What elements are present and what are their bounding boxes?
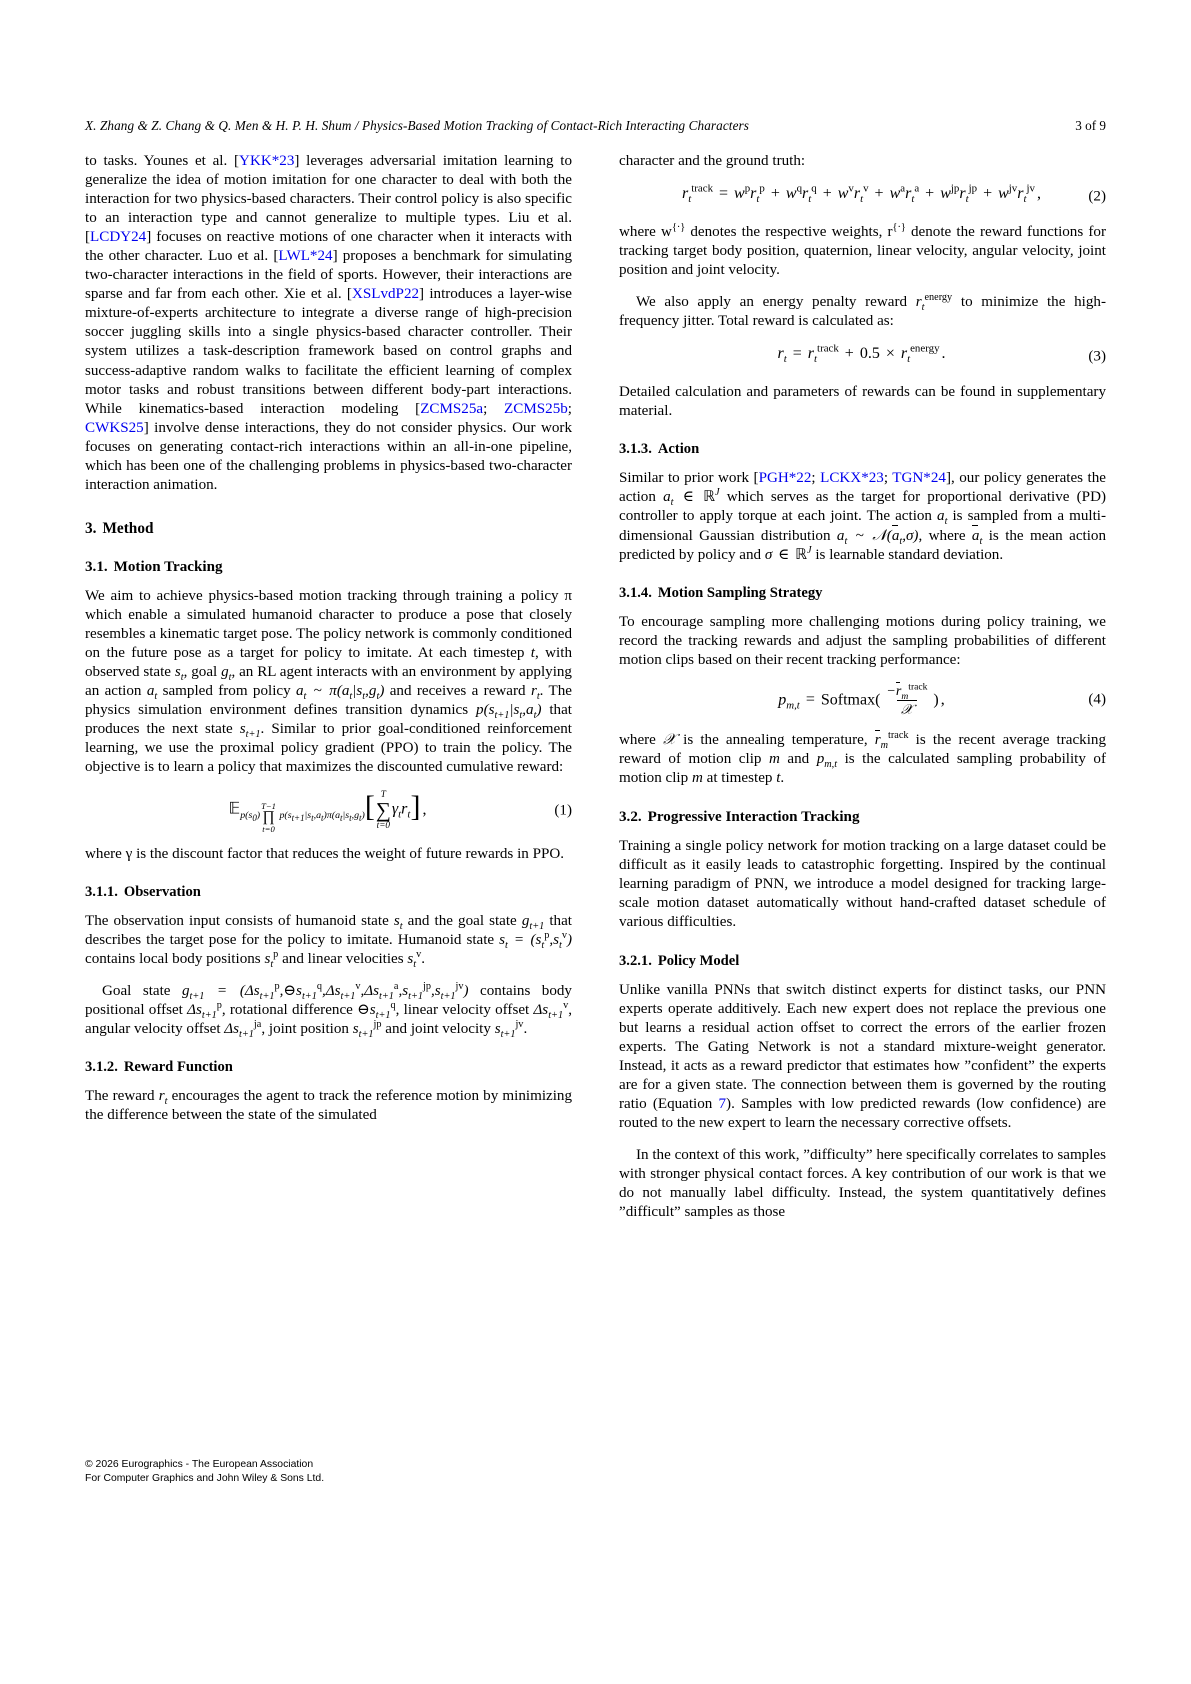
left-column — [85, 152, 572, 1414]
paragraph-observation — [85, 912, 572, 969]
subsection-heading-progressive-tracking — [619, 808, 1106, 827]
text-run: encourages the agent to track the reference motion by minimizing the difference between the state of the simulated — [85, 1088, 573, 1124]
copyright-line-2: For Computer Graphics and John Wiley & Sons Ltd. — [85, 1472, 325, 1484]
math-inline-mean-action: $a_t$ — [971, 527, 983, 547]
text-run: ] leverages adversarial imitation learning to generalize the idea of motion imitation for one character to deal with both the interaction for two physics-based characters. Their control policy is also specific to an interaction type and cannot generalize to multiple types. Liu et al. [ — [85, 153, 573, 246]
paragraph-difficulty: In the context of this work, ”difficulty” here specifically correlates to samples with stronger physical contact forces. A key contribution of our work is that we do not manually label difficulty. Instead, the system quantitatively defines ”difficult” samples as those — [619, 1146, 1106, 1221]
math-inline-st: $s_t$ — [174, 664, 184, 684]
text-run: . — [780, 770, 785, 787]
equation-reference-link[interactable]: 7 — [718, 1095, 727, 1112]
text-run: ; — [483, 400, 505, 417]
text-run: , with observed state — [85, 644, 572, 681]
math-inline-goal-def: $g_{t+1}$ = $(\Delta s_{t+1}^p,⊖s_{t+1}^q,\Delta s_{t+1}^v,\Delta s_{t+1}^a,s_{t+1}^{jp},s_{t+1}^{jv})$ — [181, 980, 469, 1002]
text-run: sampled from policy — [157, 683, 296, 700]
text-run: ], our policy generates the action — [619, 470, 1106, 506]
text-run: where w — [619, 224, 672, 241]
text-run: , rotational difference — [221, 1001, 358, 1018]
math-inline-state-def: $s_t = (s_t^p,s_t^v)$ — [499, 929, 572, 951]
math-inline-pmt: $p_{m,t}$ — [816, 751, 838, 771]
section-heading-method — [85, 519, 572, 538]
text-run: is the annealing temperature, — [676, 732, 875, 749]
subsubsection-heading-action — [619, 440, 1106, 459]
text-run: ; — [811, 470, 821, 487]
text-run: , angular velocity offset — [85, 1001, 572, 1037]
equation-1-number: (1) — [554, 802, 572, 819]
text-run: and linear velocities — [278, 950, 408, 967]
right-column — [619, 152, 1106, 1414]
math-inline-at: $a_t$ — [146, 683, 158, 703]
math-inline-at: $a_t$ — [937, 508, 948, 528]
math-inline-gaussian: $a_t$ ~ $𝒩(a_t,\sigma)$ — [836, 527, 919, 547]
page-number: 3 of 9 — [1075, 118, 1106, 133]
math-inline-m: m — [691, 770, 703, 787]
paragraph-action — [619, 469, 1106, 564]
text-run: We also apply an energy penalty reward — [636, 294, 916, 311]
text-run: ] involve dense interactions, they do not consider physics. Our work focuses on generating contact-rich interactions within an all-in-one pipeline, which has been one of the challenging problems in physics-based two-character interaction animation. — [85, 419, 572, 493]
text-run: and receives a reward — [384, 683, 531, 700]
text-run: is the recent average tracking reward of motion clip — [619, 732, 1106, 768]
citation-link[interactable]: YKK*23 — [239, 153, 295, 169]
math-inline-sjv: $s_{t+1}^{jv}$ — [494, 1018, 524, 1040]
text-run: ] introduces a layer-wise mixture-of-experts architecture to integrate a diverse range of high-precision soccer juggling skills into a single physics-based character controller. Their system utilizes a task-description framework based on control graphs and success-adaptive random walks to facilitate the efficient learning of complex motor tasks and robust transitions between different body-part interactions. While kinematics-based interaction modeling [ — [85, 286, 572, 417]
text-run: We aim to achieve physics-based motion tracking through training a policy π which enable a simulated humanoid character to produce a pose that closely resembles a kinematic target pose. The policy network is commonly conditioned on the future pose as a target for policy to imitate. At each timestep — [85, 587, 572, 661]
section-title: Method — [102, 519, 154, 537]
math-inline-temperature: 𝒳 — [663, 732, 676, 749]
paragraph-reward — [85, 1087, 572, 1125]
math-inline-action-space: $a_t$ ∈ ℝ$^J$ — [663, 487, 720, 509]
text-run: The observation input consists of humanoid state — [85, 912, 394, 929]
paragraph-motion-sampling: To encourage sampling more challenging motions during policy training, we record the tracking rewards and adjust the sampling probabilities of different motion clips based on their recent tracking performance: — [619, 613, 1106, 668]
text-run: contains local body positions — [85, 950, 265, 967]
text-run: is learnable standard deviation. — [811, 546, 1004, 563]
subsubsection-heading-reward-function — [85, 1058, 572, 1077]
text-run: contains body positional offset — [85, 982, 572, 1018]
text-run: Unlike vanilla PNNs that switch distinct experts for distinct tasks, our PNN experts operate additively. Each new expert does not replace the previous one but learns a residual action offset to correct the errors of the earlier frozen experts. The Gating Network is not a standard mixture-weight generator. Instead, it acts as a reward predictor that estimates how ”confident” the experts are for a given state. The connection between them is governed by the routing ratio (Equation — [619, 981, 1106, 1112]
text-run: is the calculated sampling probability of motion clip — [619, 751, 1107, 787]
citation-link[interactable]: XSLvdP22 — [351, 286, 420, 303]
text-run: ] proposes a benchmark for simulating two-character interactions in the field of sports. However, their interactions are sparse and far from each other. Xie et al. [ — [85, 248, 572, 303]
math-inline-sv: $s_t^v$ — [407, 948, 422, 970]
math-inline-gt1: $g_{t+1}$ — [521, 912, 545, 932]
text-run: ; — [883, 470, 893, 487]
text-run: , linear velocity offset — [395, 1001, 534, 1018]
running-head-title: X. Zhang & Z. Chang & Q. Men & H. P. H. Shum / Physics-Based Motion Tracking of Contact-Rich Interacting Characters — [85, 118, 749, 133]
text-run: denote the reward functions for tracking target body position, quaternion, linear velocity, angular velocity, joint position and joint velocity. — [619, 224, 1106, 279]
text-run: ] focuses on reactive motions of one character when it interacts with the other character. Luo et al. [ — [85, 229, 572, 265]
citation-link[interactable]: LCKX*23 — [820, 470, 884, 487]
math-inline-avg-reward: $r_m^{track}$ — [874, 730, 909, 752]
paragraph-policy-model — [619, 981, 1106, 1133]
math-inline-energy: $r_t^{energy}$ — [915, 292, 953, 314]
copyright-footer — [85, 1458, 324, 1485]
equation-4 — [619, 683, 1106, 718]
text-run: and joint velocity — [381, 1020, 495, 1037]
citation-link[interactable]: CWKS25 — [85, 419, 144, 436]
text-run: and the goal state — [402, 912, 522, 929]
text-run: , where — [918, 527, 972, 544]
math-inline-t: t — [776, 770, 781, 787]
paragraph-goal-state — [85, 982, 572, 1039]
math-inline-sjp: $s_{t+1}^{jp}$ — [352, 1018, 382, 1040]
subsubsection-number: 3.1.4. — [619, 584, 652, 601]
citation-link[interactable]: ZCMS25b — [504, 400, 568, 417]
math-inline-policy: $a_t$ ~ $\pi(a_t|s_t,g_t)$ — [295, 683, 385, 703]
superscript-dot: {·} — [892, 222, 906, 234]
text-run: is the mean action predicted by policy and — [619, 527, 1106, 563]
subsubsection-heading-policy-model — [619, 952, 1106, 971]
paragraph-progressive: Training a single policy network for motion tracking on a large dataset could be difficult as it easily leads to catastrophic forgetting. Inspired by the continual learning paradigm of PNN, we introduce a model designed for tracking large-scale motion dataset automatically without hand-crafted dataset schedule of various difficulties. — [619, 838, 1106, 931]
text-run: , goal — [183, 664, 222, 681]
text-run: that produces the next state — [85, 702, 572, 738]
paragraph-discount-factor: where γ is the discount factor that reduces the weight of future rewards in PPO. — [85, 845, 565, 862]
running-head — [85, 118, 1106, 134]
equation-3-body: $r_t = r_t^{track} + 0.5 \times r_t^{energy}$ . — [777, 342, 946, 366]
subsection-heading-motion-tracking — [85, 558, 572, 577]
subsubsection-title: Observation — [123, 883, 201, 900]
text-run: The reward — [85, 1088, 159, 1105]
math-inline-st1: $s_{t+1}$ — [239, 721, 261, 741]
text-run: . The physics simulation environment defines transition dynamics — [85, 683, 572, 719]
subsubsection-number: 3.2.1. — [619, 952, 652, 969]
subsubsection-number: 3.1.2. — [85, 1059, 118, 1076]
text-run: Goal state — [102, 982, 182, 999]
text-run: at timestep — [702, 770, 777, 787]
equation-3-number: (3) — [1088, 348, 1106, 365]
subsubsection-number: 3.1.3. — [619, 441, 652, 458]
paragraph-motion-tracking — [85, 587, 572, 777]
text-run: and — [779, 751, 817, 768]
section-number: 3. — [85, 519, 97, 537]
math-inline-sp: $s_t^p$ — [264, 948, 279, 970]
equation-2-number: (2) — [1088, 188, 1106, 205]
math-inline-st: $s_t$ — [393, 912, 403, 932]
equation-3 — [619, 344, 1106, 370]
equation-1-body: 𝔼$_{p(s_0) T-1 \prod t=0 p(s_{t+1}|s_t,a_t)\pi(a_t|s_t,g_t)}$[ T ∑ t=0 $\gamma_tr_t$] , — [228, 789, 427, 835]
citation-link[interactable]: LWL*24 — [278, 248, 333, 265]
text-run: ). Samples with low predicted rewards (low confidence) are routed to the new expert to learn the necessary corrective offsets. — [619, 1095, 1106, 1131]
subsubsection-title: Reward Function — [123, 1059, 233, 1076]
math-inline-rt: $r_t$ — [158, 1088, 168, 1108]
paragraph-detailed-calc: Detailed calculation and parameters of rewards can be found in supplementary material. — [619, 384, 1106, 420]
subsubsection-heading-motion-sampling — [619, 584, 1106, 603]
subsubsection-title: Action — [657, 441, 700, 458]
math-inline-dsv: $\Delta s_{t+1}^v$ — [533, 999, 569, 1021]
subsubsection-number: 3.1.1. — [85, 883, 118, 900]
text-run: ; — [567, 400, 572, 417]
math-inline-sigma-space: σ ∈ ℝ$^J$ — [764, 544, 812, 563]
math-inline-gt: $g_t$ — [221, 664, 232, 684]
text-run: to tasks. Younes et al. [ — [85, 153, 240, 169]
equation-2 — [619, 184, 1106, 210]
math-inline-m: m — [768, 751, 780, 768]
citation-link[interactable]: PGH*22 — [758, 470, 812, 487]
text-run: which serves as the target for proportional derivative (PD) controller to apply torque at each joint. The action — [619, 489, 1106, 525]
text-run: . Similar to prior goal-conditioned reinforcement learning, we use the proximal policy gradient (PPO) to train the policy. The objective is to learn a policy that maximizes the discounted cumulative reward: — [85, 721, 572, 776]
paragraph-energy-penalty — [619, 293, 1106, 331]
math-inline-dsja: $\Delta s_{t+1}^{ja}$ — [224, 1018, 262, 1040]
subsection-title: Progressive Interaction Tracking — [647, 809, 860, 826]
math-inline-rt: $r_t$ — [530, 683, 540, 703]
equation-4-number: (4) — [1088, 691, 1106, 708]
paragraph-related-work — [85, 152, 572, 495]
math-inline-osq: $⊖s_{t+1}^q$ — [357, 999, 396, 1021]
text-run: . — [421, 950, 426, 967]
subsection-number: 3.1. — [85, 558, 108, 575]
text-run: to minimize the high-frequency jitter. Total reward is calculated as: — [619, 294, 1106, 330]
text-run: that describes the target pose for the policy to imitate. Humanoid state — [85, 912, 572, 948]
math-inline-dynamics: $p(s_{t+1}|s_t,a_t)$ — [476, 702, 542, 722]
paragraph-weights — [619, 223, 1106, 280]
citation-link[interactable]: LCDY24 — [90, 229, 147, 246]
subsection-title: Motion Tracking — [113, 558, 223, 575]
copyright-line-1: © 2026 Eurographics - The European Association — [85, 1459, 314, 1470]
math-inline-t: t — [530, 644, 535, 661]
paragraph-reward-continued: character and the ground truth: — [619, 153, 806, 169]
text-run: . — [523, 1020, 528, 1037]
text-run: where — [619, 732, 664, 749]
text-run: denotes the respective weights, r — [685, 224, 893, 241]
citation-link[interactable]: TGN*24 — [892, 470, 946, 487]
text-run: is sampled from a multi-dimensional Gaussian distribution — [619, 508, 1106, 544]
body-columns — [85, 152, 1106, 1414]
text-run: Similar to prior work [ — [619, 470, 759, 487]
paragraph-temperature — [619, 731, 1106, 788]
equation-1 — [85, 789, 572, 835]
subsubsection-heading-observation — [85, 883, 572, 902]
subsection-number: 3.2. — [619, 809, 642, 826]
superscript-dot: {·} — [671, 222, 686, 234]
text-run: , an RL agent interacts with an environment by applying an action — [85, 664, 572, 700]
subsubsection-title: Motion Sampling Strategy — [657, 584, 823, 601]
equation-4-body: $p_{m,t}$ = Softmax( $\frac{-r_m^{track}}{\text{𝒳}}$ ) , — [778, 681, 945, 718]
citation-link[interactable]: ZCMS25a — [420, 400, 484, 417]
equation-2-body: $r_t^{track} = w^pr_t^p + w^qr_t^q + w^vr_t^v + w^ar_t^a + w^{jp}r_t^{jp} + w^{jv}r_t^{jv}$ , — [682, 182, 1041, 206]
subsubsection-title: Policy Model — [657, 952, 740, 969]
text-run: , joint position — [261, 1020, 353, 1037]
math-inline-dsp: $\Delta s_{t+1}^p$ — [187, 999, 222, 1021]
